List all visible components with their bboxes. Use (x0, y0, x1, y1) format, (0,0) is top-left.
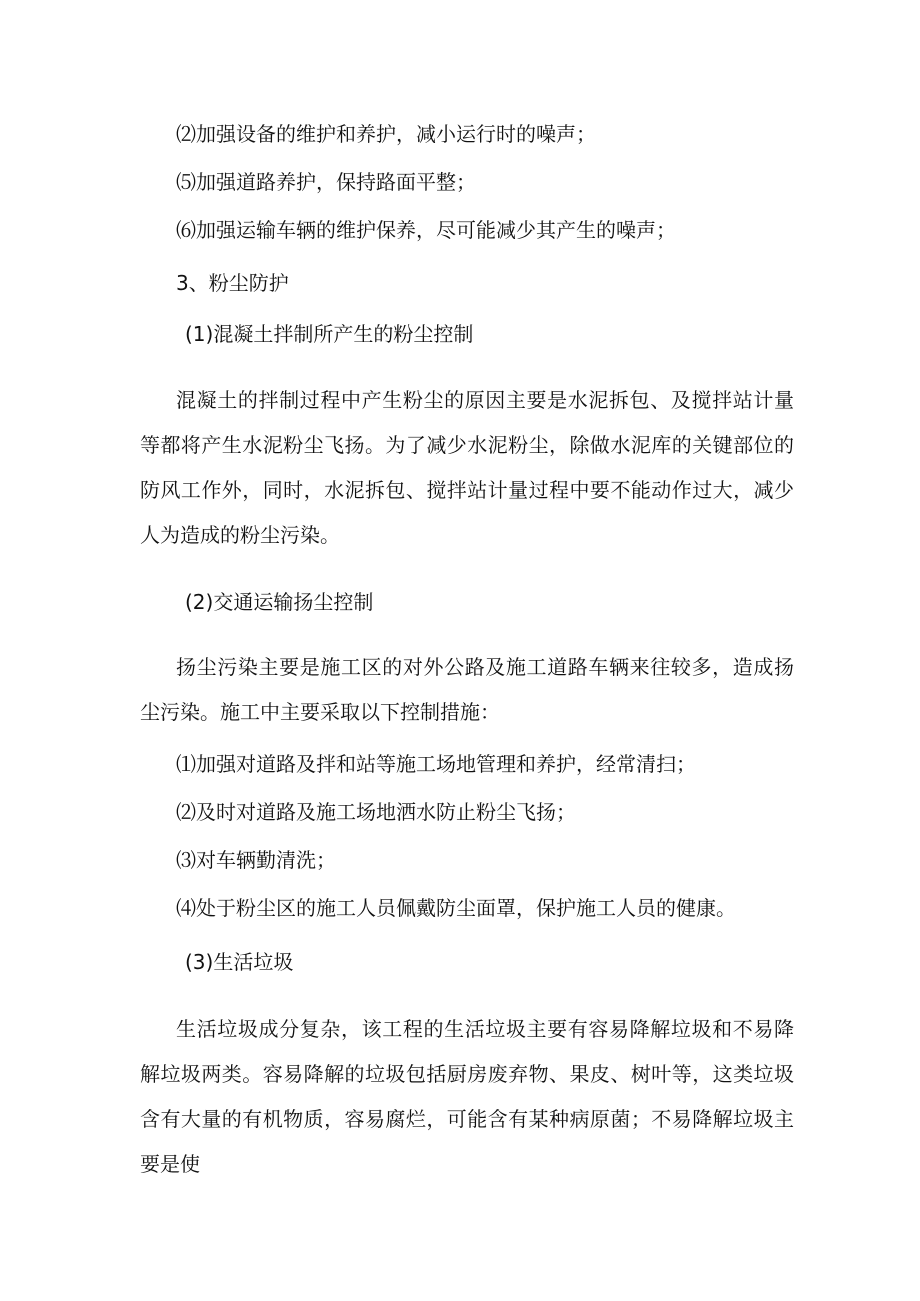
list-item: ⑴加强对道路及拌和站等施工场地管理和养护，经常清扫； (176, 752, 696, 776)
section-heading: 3、粉尘防护 (176, 271, 289, 295)
list-item: ⑸加强道路养护，保持路面平整； (176, 170, 476, 194)
sub-heading: (1)混凝土拌制所产生的粉尘控制 (185, 322, 474, 346)
body-paragraph: 生活垃圾成分复杂，该工程的生活垃圾主要有容易降解垃圾和不易降解垃圾两类。容易降解的垃圾包括厨房废弃物、果皮、树叶等，这类垃圾含有大量的有机物质，容易腐烂，可能含有某种病原菌；不易降解垃圾主要是使 (140, 1017, 794, 1176)
list-item: ⑹加强运输车辆的维护保养，尽可能减少其产生的噪声； (176, 218, 676, 242)
body-paragraph: 扬尘污染主要是施工区的对外公路及施工道路车辆来往较多，造成扬尘污染。施工中主要采取以下控制措施： (140, 655, 794, 724)
body-paragraph: 混凝土的拌制过程中产生粉尘的原因主要是水泥拆包、及搅拌站计量等都将产生水泥粉尘飞扬。为了减少水泥粉尘，除做水泥库的关键部位的防风工作外，同时，水泥拆包、搅拌站计量过程中要不能动作过大，减少人为造成的粉尘污染。 (140, 388, 794, 547)
list-item: ⑷处于粉尘区的施工人员佩戴防尘面罩，保护施工人员的健康。 (176, 896, 736, 920)
sub-heading: (3)生活垃圾 (185, 950, 294, 974)
list-item: ⑵及时对道路及施工场地洒水防止粉尘飞扬； (176, 800, 576, 824)
sub-heading: (2)交通运输扬尘控制 (185, 590, 374, 614)
list-item: ⑵加强设备的维护和养护，减小运行时的噪声； (176, 122, 596, 146)
list-item: ⑶对车辆勤清洗； (176, 848, 336, 872)
